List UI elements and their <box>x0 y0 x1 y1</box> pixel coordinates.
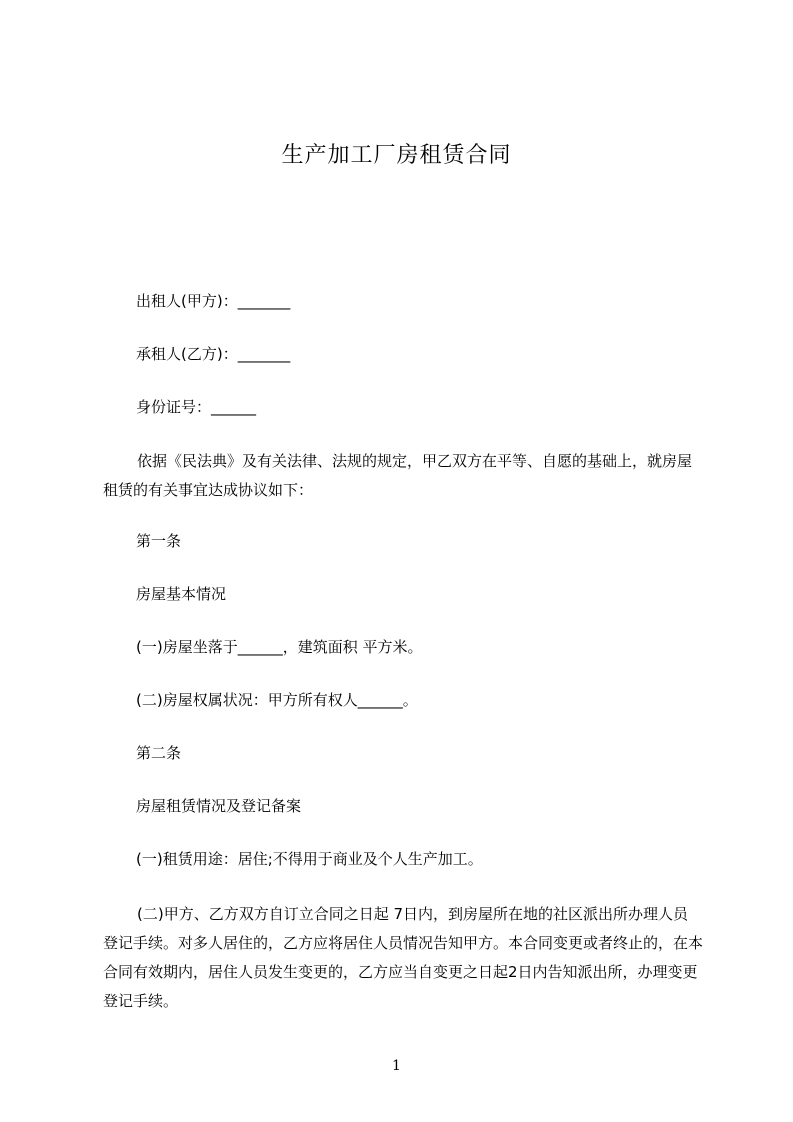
article2-heading: 第二条 <box>136 744 182 762</box>
page-number: 1 <box>392 1058 401 1074</box>
id-number-line: 身份证号：______ <box>136 398 257 416</box>
article2-item2-text: (二)甲方、乙方双方自订立合同之日起 7日内，到房屋所在地的社区派出所办理人员登记手续。对多人居住的，乙方应将居住人员情况告知甲方。本合同变更或者终止的，在本合同有效期内，居住人员发生变更的，乙方应当自变更之日起2日内告知派出所，办理变更登记手续。 <box>103 905 704 1010</box>
article1-subtitle: 房屋基本情况 <box>136 585 227 603</box>
preamble-paragraph <box>103 447 703 505</box>
lessor-line: 出租人(甲方)：_______ <box>136 292 291 310</box>
article2-subtitle: 房屋租赁情况及登记备案 <box>136 797 302 815</box>
document-title: 生产加工厂房租赁合同 <box>281 143 512 168</box>
preamble-text: 依据《民法典》及有关法律、法规的规定，甲乙双方在平等、自愿的基础上，就房屋租赁的有关事宜达成协议如下： <box>103 452 693 499</box>
article2-item2-paragraph <box>103 900 703 1016</box>
article1-item1: (一)房屋坐落于______，建筑面积 平方米。 <box>136 638 423 656</box>
article2-item1: (一)租赁用途：居住;不得用于商业及个人生产加工。 <box>136 850 483 868</box>
article1-item2: (二)房屋权属状况：甲方所有权人______。 <box>136 691 418 709</box>
lessee-line: 承租人(乙方)：_______ <box>136 345 291 363</box>
article1-heading: 第一条 <box>136 532 182 550</box>
